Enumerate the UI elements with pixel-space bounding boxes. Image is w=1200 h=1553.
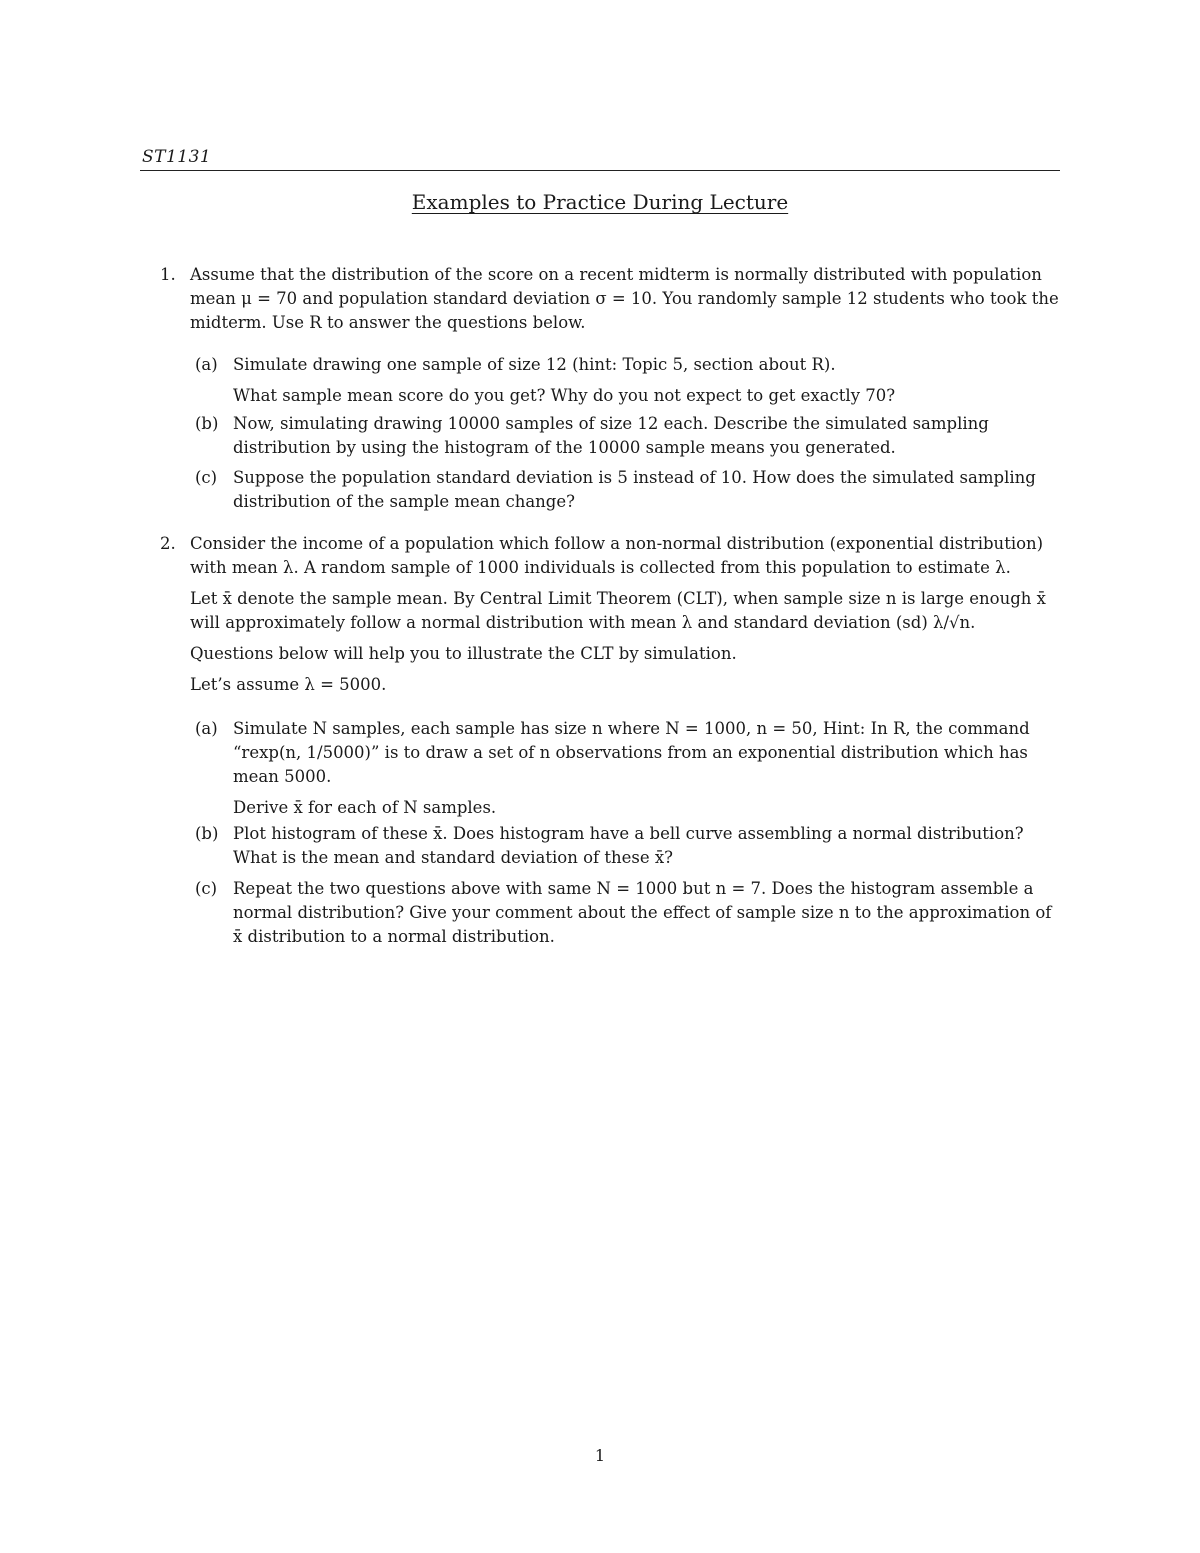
part-line: Simulate drawing one sample of size 12 (hint: Topic 5, section about R). bbox=[233, 355, 836, 374]
question-1-part-a bbox=[195, 353, 1060, 408]
question-number: 1. bbox=[160, 265, 176, 284]
question-2-part-b bbox=[195, 822, 1060, 870]
part-line: Simulate N samples, each sample has size n where N = 1000, n = 50, Hint: In R, the command “rexp(n, 1/5000)” is to draw a set of n observations from an exponential distribution which has mean 5000. bbox=[233, 719, 1030, 786]
part-line: Plot histogram of these x̄. Does histogram have a bell curve assembling a normal distribution? What is the mean and standard deviation of these x̄? bbox=[233, 824, 1024, 867]
part-line: What sample mean score do you get? Why do you not expect to get exactly 70? bbox=[233, 386, 896, 405]
question-paragraph: Questions below will help you to illustrate the CLT by simulation. bbox=[190, 644, 737, 663]
part-line: Suppose the population standard deviation is 5 instead of 10. How does the simulated sampling distribution of the sample mean change? bbox=[233, 468, 1036, 511]
part-label: (c) bbox=[195, 468, 218, 487]
page-number: 1 bbox=[594, 1446, 606, 1465]
part-line: Repeat the two questions above with same N = 1000 but n = 7. Does the histogram assemble a normal distribution? Give your comment about the effect of sample size n to the approximation of x̄ distribution to a normal distribution. bbox=[233, 879, 1052, 946]
question-1-part-c bbox=[195, 466, 1060, 514]
page-title-wrap bbox=[0, 190, 1200, 214]
part-line: Now, simulating drawing 10000 samples of size 12 each. Describe the simulated sampling distribution by using the histogram of the 10000 sample means you generated. bbox=[233, 414, 989, 457]
question-paragraph: Assume that the distribution of the score on a recent midterm is normally distributed with population mean μ = 70 and population standard deviation σ = 10. You randomly sample 12 students who took the midterm. Use R to answer the questions below. bbox=[190, 265, 1059, 332]
question-paragraph: Let x̄ denote the sample mean. By Central Limit Theorem (CLT), when sample size n is large enough x̄ will approximately follow a normal distribution with mean λ and standard deviation (sd) λ/√n. bbox=[190, 589, 1046, 632]
course-code: ST1131 bbox=[142, 147, 212, 167]
part-line: Derive x̄ for each of N samples. bbox=[233, 798, 497, 817]
question-2-part-c bbox=[195, 877, 1060, 949]
part-label: (c) bbox=[195, 879, 218, 898]
part-label: (a) bbox=[195, 355, 218, 374]
question-2 bbox=[160, 532, 1060, 697]
question-paragraph: Let’s assume λ = 5000. bbox=[190, 675, 387, 694]
header-rule bbox=[140, 170, 1060, 171]
question-2-part-a bbox=[195, 717, 1060, 820]
question-1-part-b bbox=[195, 412, 1060, 460]
question-number: 2. bbox=[160, 534, 176, 553]
page-title: Examples to Practice During Lecture bbox=[411, 190, 789, 214]
question-1 bbox=[160, 263, 1060, 335]
part-label: (b) bbox=[195, 824, 219, 843]
part-label: (b) bbox=[195, 414, 219, 433]
question-paragraph: Consider the income of a population which follow a non-normal distribution (exponential distribution) with mean λ. A random sample of 1000 individuals is collected from this population to estimate λ. bbox=[190, 534, 1044, 577]
part-label: (a) bbox=[195, 719, 218, 738]
